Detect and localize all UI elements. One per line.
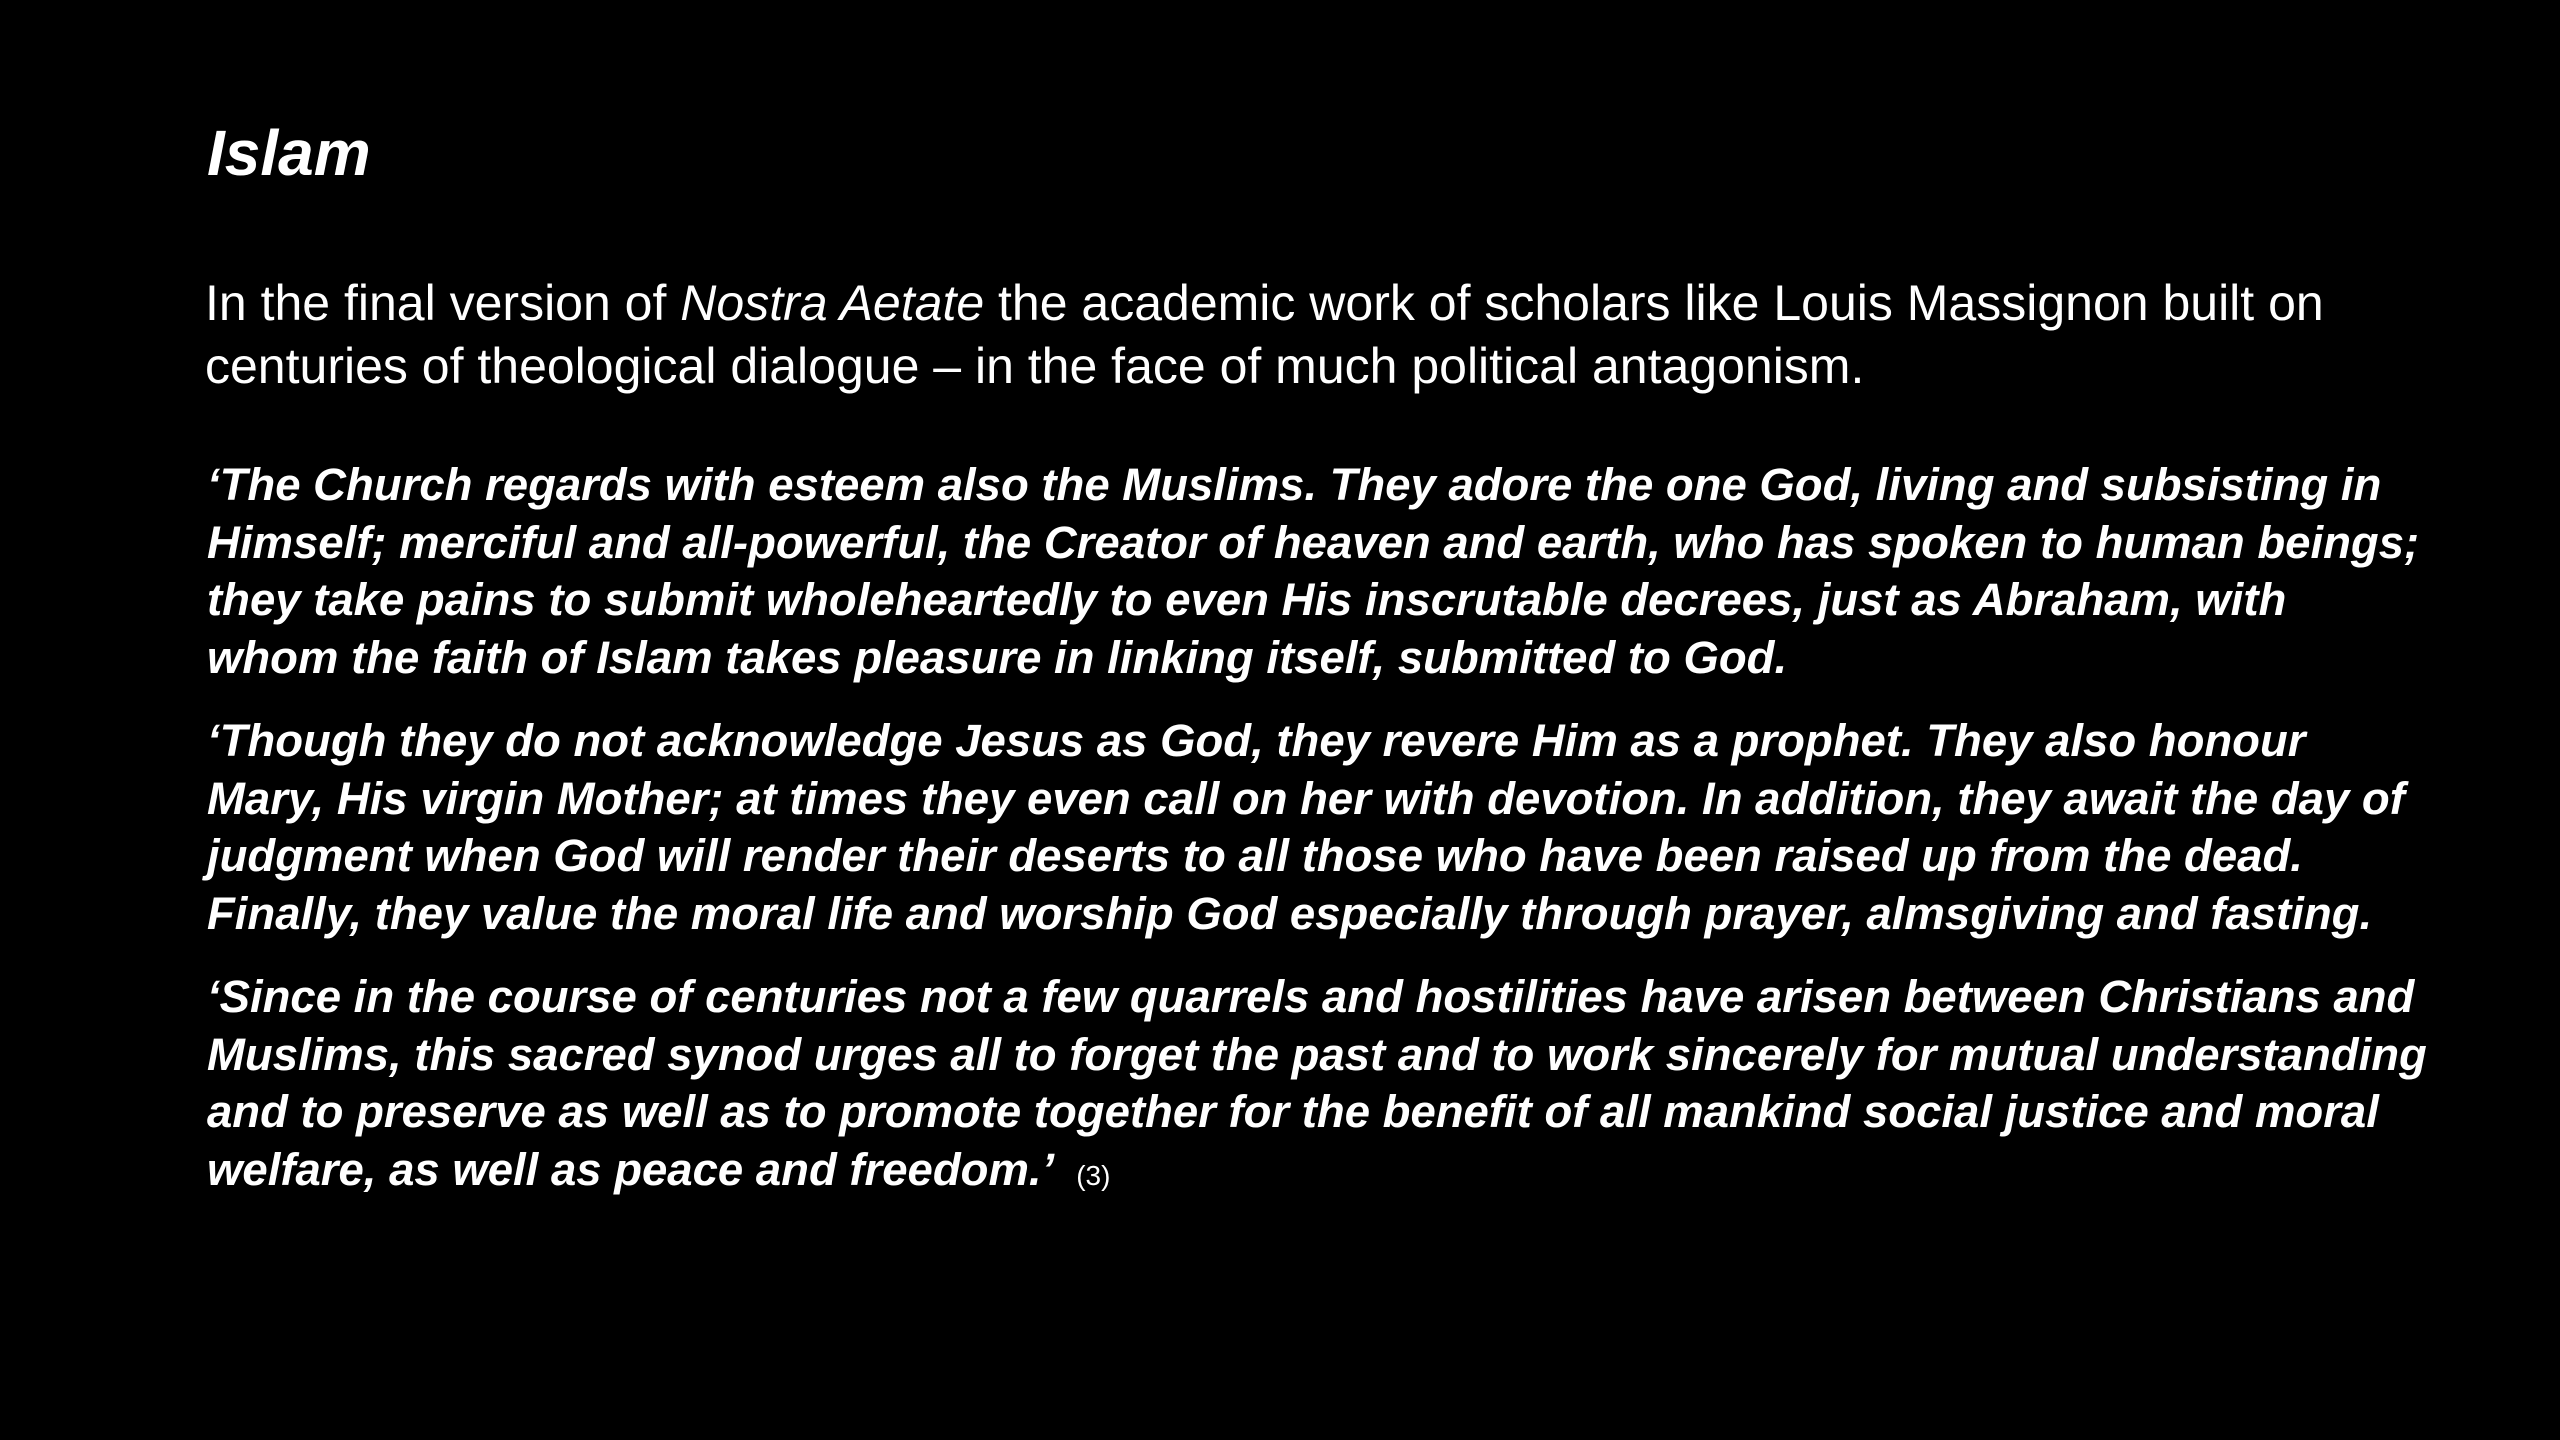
quotation-block <box>207 456 2427 1230</box>
document-title-emphasis: Nostra Aetate <box>680 275 985 331</box>
quote-paragraph-1: ‘The Church regards with esteem also the Muslims. They adore the one God, living and subsisting in Himself; merciful and all-powerful, the Creator of heaven and earth, who has spoken to human beings; they take pains to submit wholeheartedly to even His inscrutable decrees, just as Abraham, with whom the faith of Islam takes pleasure in linking itself, submitted to God. <box>207 459 2420 683</box>
quote-paragraph-2: ‘Though they do not acknowledge Jesus as God, they revere Him as a prophet. They also honour Mary, His virgin Mother; at times they even call on her with devotion. In addition, they await the day of judgment when God will render their deserts to all those who have been raised up from the dead. Finally, they value the moral life and worship God especially through prayer, almsgiving and fasting. <box>207 715 2405 939</box>
intro-text-end: the academic work of scholars like Louis Massignon built on centuries of theological dialogue – in the face of much political antagonism. <box>205 275 2324 394</box>
quote-paragraph-3 <box>207 968 2427 1204</box>
quote-paragraph-3-text: ‘Since in the course of centuries not a few quarrels and hostilities have arisen between Christians and Muslims, this sacred synod urges all to forget the past and to work sincerely for mutual understanding and to preserve as well as to promote together for the benefit of all mankind social justice and moral welfare, as well as peace and freedom.’ <box>207 971 2427 1195</box>
citation-reference: (3) <box>1076 1159 1111 1191</box>
intro-paragraph <box>205 272 2405 398</box>
slide-title: Islam <box>207 117 371 189</box>
intro-text-start: In the final version of <box>205 275 681 331</box>
